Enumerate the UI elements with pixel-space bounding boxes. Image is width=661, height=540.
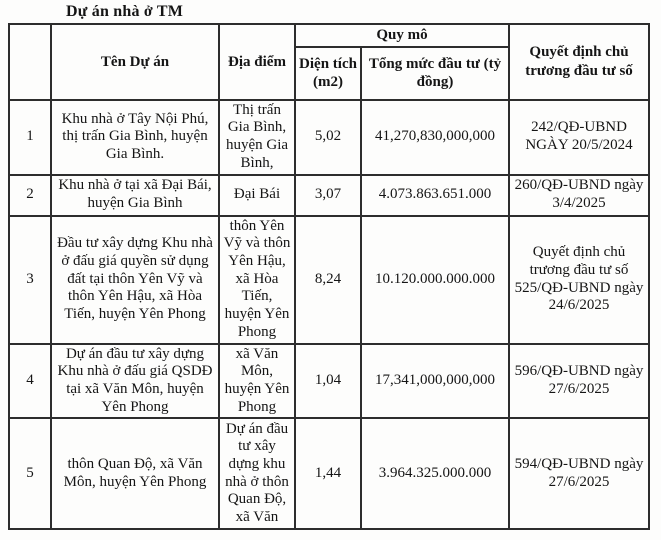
project-area-cell: 1,44 [295,418,361,529]
project-name-cell: Dự án đầu tư xây dựng Khu nhà ở đấu giá QSDĐ tại xã Văn Môn, huyện Yên Phong [51,344,219,419]
project-name-cell: thôn Quan Độ, xã Văn Môn, huyện Yên Phong [51,418,219,529]
project-name-cell: Đầu tư xây dựng Khu nhà ở đấu giá quyền sử dụng đất tại thôn Yên Vỹ và thôn Yên Hậu, xã Hòa Tiến, huyện Yên Phong [51,216,219,344]
project-investment-cell: 41,270,830,000,000 [361,100,509,175]
row-index-cell: 5 [9,418,51,529]
project-location-cell: Đại Bái [219,175,295,216]
projects-table [8,23,650,530]
header-scale-group: Quy mô [295,24,509,47]
project-location-cell: Dự án đầu tư xây dựng khu nhà ở thôn Quan Độ, xã Văn [219,418,295,529]
row-index-cell: 3 [9,216,51,344]
table-row [9,418,649,529]
project-area-cell: 3,07 [295,175,361,216]
row-index-cell: 2 [9,175,51,216]
table-header-row-top [9,24,649,47]
project-name-cell: Khu nhà ở tại xã Đại Bái, huyện Gia Bình [51,175,219,216]
project-investment-cell: 4.073.863.651.000 [361,175,509,216]
table-row [9,344,649,419]
header-location: Địa điểm [219,24,295,100]
header-area: Diện tích (m2) [295,47,361,100]
table-row [9,175,649,216]
row-index-cell: 1 [9,100,51,175]
project-investment-cell: 17,341,000,000,000 [361,344,509,419]
header-project-name: Tên Dự án [51,24,219,100]
table-row [9,100,649,175]
row-index-cell: 4 [9,344,51,419]
project-decision-cell: 596/QĐ-UBND ngày 27/6/2025 [509,344,649,419]
project-area-cell: 8,24 [295,216,361,344]
project-name-cell: Khu nhà ở Tây Nội Phú, thị trấn Gia Bình, huyện Gia Bình. [51,100,219,175]
project-decision-cell: 242/QĐ-UBND NGÀY 20/5/2024 [509,100,649,175]
project-location-cell: xã Văn Môn, huyện Yên Phong [219,344,295,419]
table-row [9,216,649,344]
project-area-cell: 5,02 [295,100,361,175]
project-decision-cell: 260/QĐ-UBND ngày 3/4/2025 [509,175,649,216]
header-decision: Quyết định chủ trương đầu tư số [509,24,649,100]
project-location-cell: Thị trấn Gia Bình, huyện Gia Bình, [219,100,295,175]
project-investment-cell: 3.964.325.000.000 [361,418,509,529]
project-decision-cell: 594/QĐ-UBND ngày 27/6/2025 [509,418,649,529]
project-decision-cell: Quyết định chủ trương đầu tư số 525/QĐ-UBND ngày 24/6/2025 [509,216,649,344]
page-title: Dự án nhà ở TM [66,3,183,20]
header-investment: Tổng mức đầu tư (tỷ đồng) [361,47,509,100]
header-index [9,24,51,100]
project-location-cell: thôn Yên Vỹ và thôn Yên Hậu, xã Hòa Tiến, huyện Yên Phong [219,216,295,344]
project-area-cell: 1,04 [295,344,361,419]
project-investment-cell: 10.120.000.000.000 [361,216,509,344]
